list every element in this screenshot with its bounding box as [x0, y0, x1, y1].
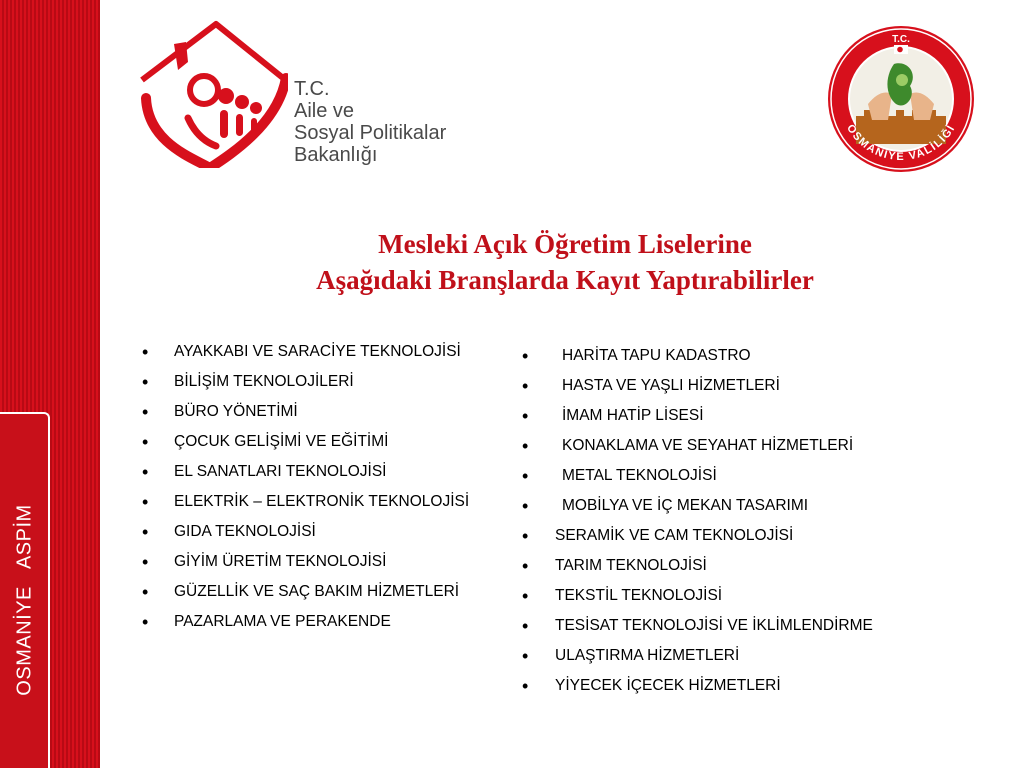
list-item: • ULAŞTIRMA HİZMETLERİ — [522, 646, 992, 666]
list-item: • YİYECEK İÇECEK HİZMETLERİ — [522, 676, 992, 696]
list-item: • METAL TEKNOLOJİSİ — [522, 466, 992, 486]
osmaniye-valiligi-seal-icon — [826, 24, 976, 174]
ministry-logo-text — [294, 78, 446, 166]
seal-top-text: T.C. — [892, 34, 910, 45]
list-item: • HARİTA TAPU KADASTRO — [522, 346, 992, 366]
title-line-2: Aşağıdaki Branşlarda Kayıt Yaptırabilirler — [316, 265, 814, 295]
list-item: • GIDA TEKNOLOJİSİ — [142, 522, 472, 542]
list-item: • TEKSTİL TEKNOLOJİSİ — [522, 586, 992, 606]
list-item: • KONAKLAMA VE SEYAHAT HİZMETLERİ — [522, 436, 992, 456]
list-item: • MOBİLYA VE İÇ MEKAN TASARIMI — [522, 496, 992, 516]
list-item: • HASTA VE YAŞLI HİZMETLERİ — [522, 376, 992, 396]
list-item: • İMAM HATİP LİSESİ — [522, 406, 992, 426]
ministry-logo-line: Sosyal Politikalar — [294, 122, 447, 144]
title-line-1: Mesleki Açık Öğretim Liselerine — [378, 229, 752, 259]
list-item: • ELEKTRİK – ELEKTRONİK TEKNOLOJİSİ — [142, 492, 472, 512]
seal-ring-text: OSMANİYE VALİLİĞİ — [844, 122, 958, 164]
list-item: • TARIM TEKNOLOJİSİ — [522, 556, 992, 576]
list-item: • BİLİŞİM TEKNOLOJİLERİ — [142, 372, 472, 392]
list-item: • BÜRO YÖNETİMİ — [142, 402, 472, 422]
list-item: • SERAMİK VE CAM TEKNOLOJİSİ — [522, 526, 992, 546]
list-item: • GİYİM ÜRETİM TEKNOLOJİSİ — [142, 552, 472, 572]
list-item: • TESİSAT TEKNOLOJİSİ VE İKLİMLENDİRME — [522, 616, 992, 636]
list-item: • AYAKKABI VE SARACİYE TEKNOLOJİSİ — [142, 342, 472, 362]
list-item: • PAZARLAMA VE PERAKENDE — [142, 612, 472, 632]
list-item: • GÜZELLİK VE SAÇ BAKIM HİZMETLERİ — [142, 582, 472, 602]
list-item: • EL SANATLARI TEKNOLOJİSİ — [142, 462, 472, 482]
family-house-heart-icon — [138, 18, 288, 168]
ministry-logo-line: Aile ve — [294, 100, 355, 122]
ministry-logo-line: Bakanlığı — [294, 144, 378, 166]
slide-title — [240, 226, 890, 298]
sidebar-label: OSMANİYE ASPİM — [13, 504, 36, 696]
left-branch-list — [142, 342, 472, 642]
ministry-logo-line: T.C. — [294, 78, 330, 100]
right-branch-list — [522, 346, 992, 706]
list-item: • ÇOCUK GELİŞİMİ VE EĞİTİMİ — [142, 432, 472, 452]
